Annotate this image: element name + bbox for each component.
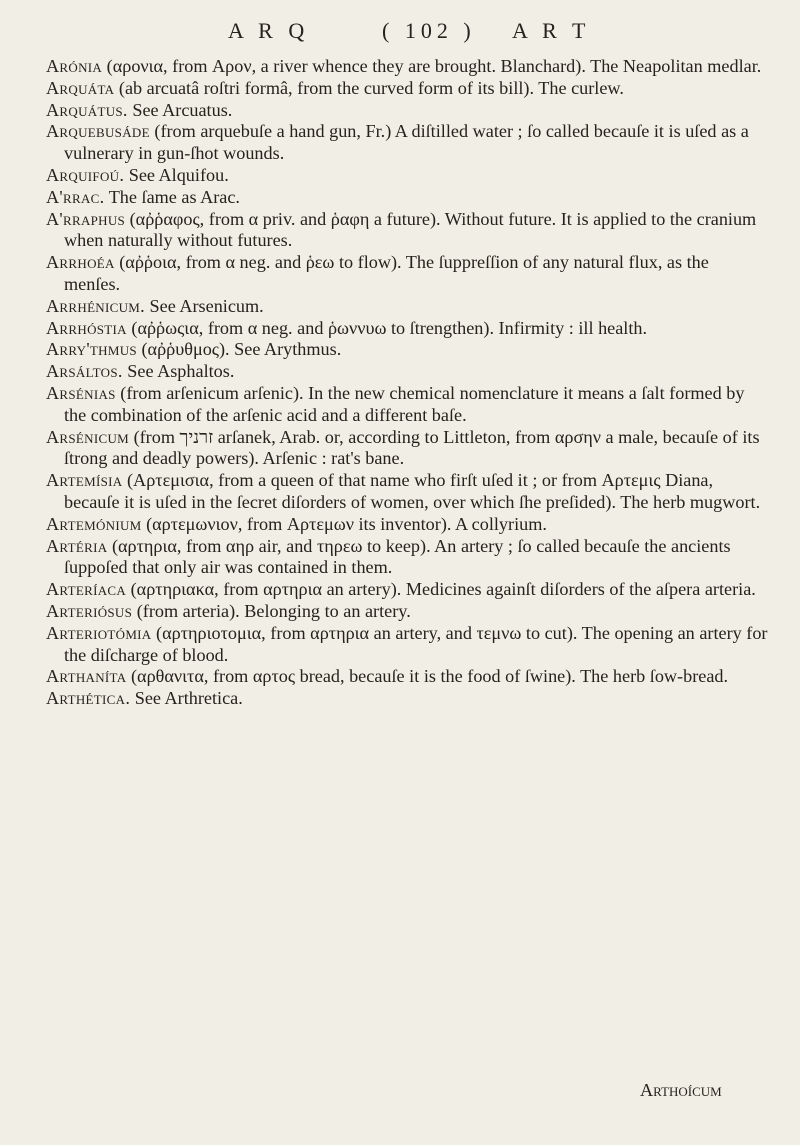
entry <box>46 296 768 318</box>
entry <box>46 601 768 623</box>
definition: (αῤῥαφος, from α priv. and ῥαφη a future). Without future. It is applied to the cranium when naturally without futures. <box>64 208 757 251</box>
entry <box>46 252 768 296</box>
headword: A'rraphus <box>46 208 126 229</box>
definition: (from arquebuſe a hand gun, Fr.) A diſtilled water ; ſo called becauſe it is uſed as a vulnerary in gun-ſhot wounds. <box>64 121 749 164</box>
definition: (αρτεμωνιον, from Αρτεμων its inventor). A collyrium. <box>146 513 547 534</box>
definition: (Αρτεμισια, from a queen of that name who firſt uſed it ; or from Αρτεμις Diana, becauſe it is uſed in the ſecret diſorders of women, over which ſhe preſided). The herb mugwort. <box>64 470 761 512</box>
definition: See Arsenicum. <box>149 295 264 316</box>
entry <box>46 165 768 187</box>
entry-list <box>46 56 768 710</box>
entry <box>46 666 768 688</box>
entry <box>46 536 768 580</box>
definition: See Arcuatus. <box>132 99 233 120</box>
headword: Arquebusáde <box>46 121 150 142</box>
headword: Arrhóstia <box>46 317 127 338</box>
entry <box>46 187 768 209</box>
entry <box>46 56 768 78</box>
definition: (from arteria). Belonging to an artery. <box>136 600 411 621</box>
definition: (αῤῥυθμος). See Arythmus. <box>141 339 342 360</box>
headword: Arteríaca <box>46 579 127 600</box>
headword: Arónia <box>46 56 103 76</box>
headword: Arsénicum <box>46 426 130 447</box>
headword: Arquáta <box>46 77 115 98</box>
entry <box>46 78 768 100</box>
headword: Arsénias <box>46 382 116 403</box>
entry <box>46 339 768 361</box>
headword: Arteriósus <box>46 600 133 621</box>
headword: Arquátus. <box>46 99 128 120</box>
definition: (from arſenicum arſenic). In the new chemical nomenclature it means a ſalt formed by the combination of the arſenic acid and a different baſe. <box>64 382 745 425</box>
definition: (αρθανιτα, from αρτος bread, becauſe it is the food of ſwine). The herb ſow-bread. <box>131 666 729 687</box>
definition: The ſame as Arac. <box>108 186 240 207</box>
headword: Arsáltos. <box>46 361 123 382</box>
header-left: A R Q <box>228 18 310 43</box>
definition: (αῤῥοια, from α neg. and ῥεω to flow). The ſuppreſſion of any natural flux, as the menſes. <box>64 252 709 294</box>
definition: (αρτηριακα, from αρτηρια an artery). Medicines againſt diſorders of the aſpera arteria. <box>130 579 756 600</box>
catchword: Arthoícum <box>640 1080 722 1100</box>
entry <box>46 121 768 165</box>
entry <box>46 100 768 122</box>
definition: (αῤῥωςια, from α neg. and ῥωννυω to ſtrengthen). Infirmity : ill health. <box>131 317 648 338</box>
definition: (αρτηρια, from αηρ air, and τηρεω to keep). An artery ; ſo called becauſe the ancients ſuppoſed that only air was contained in them. <box>64 535 731 578</box>
entry <box>46 688 768 710</box>
entry <box>46 623 768 667</box>
entry <box>46 579 768 601</box>
definition: See Alquifou. <box>128 164 229 185</box>
entry <box>46 470 768 514</box>
definition: See Arthretica. <box>134 688 243 709</box>
definition: (ab arcuatâ roſtri formâ, from the curved form of its bill). The curlew. <box>118 77 624 98</box>
entry <box>46 209 768 253</box>
headword: Artemísia <box>46 470 123 491</box>
entry <box>46 318 768 340</box>
page-number: ( 102 ) <box>382 18 476 43</box>
headword: Arrhénicum. <box>46 295 145 316</box>
definition: (from זרניך arſanek, Arab. or, according to Littleton, from αρσην a male, becauſe of its ſtrong and deadly powers). Arſenic : rat's bane. <box>64 426 760 469</box>
definition: (αρτηριοτομια, from αρτηρια an artery, and τεμνω to cut). The opening an artery for the diſcharge of blood. <box>64 622 768 665</box>
headword: Arthética. <box>46 688 131 709</box>
headword: A'rrac. <box>46 186 105 207</box>
definition: See Asphaltos. <box>127 361 235 382</box>
headword: Arrhoéa <box>46 252 115 273</box>
entry <box>46 514 768 536</box>
entry <box>46 361 768 383</box>
headword: Arry'thmus <box>46 339 137 360</box>
headword: Arthaníta <box>46 666 127 687</box>
headword: Artemónium <box>46 513 142 534</box>
definition: (αρονια, from Αρον, a river whence they are brought. Blanchard). The Neapolitan medlar. <box>106 56 762 76</box>
entry <box>46 383 768 427</box>
header-right: A R T <box>512 18 591 43</box>
headword: Arquifoú. <box>46 164 125 185</box>
headword: Arteriotómia <box>46 622 152 643</box>
running-header <box>0 18 800 52</box>
entry <box>46 427 768 471</box>
headword: Artéria <box>46 535 108 556</box>
